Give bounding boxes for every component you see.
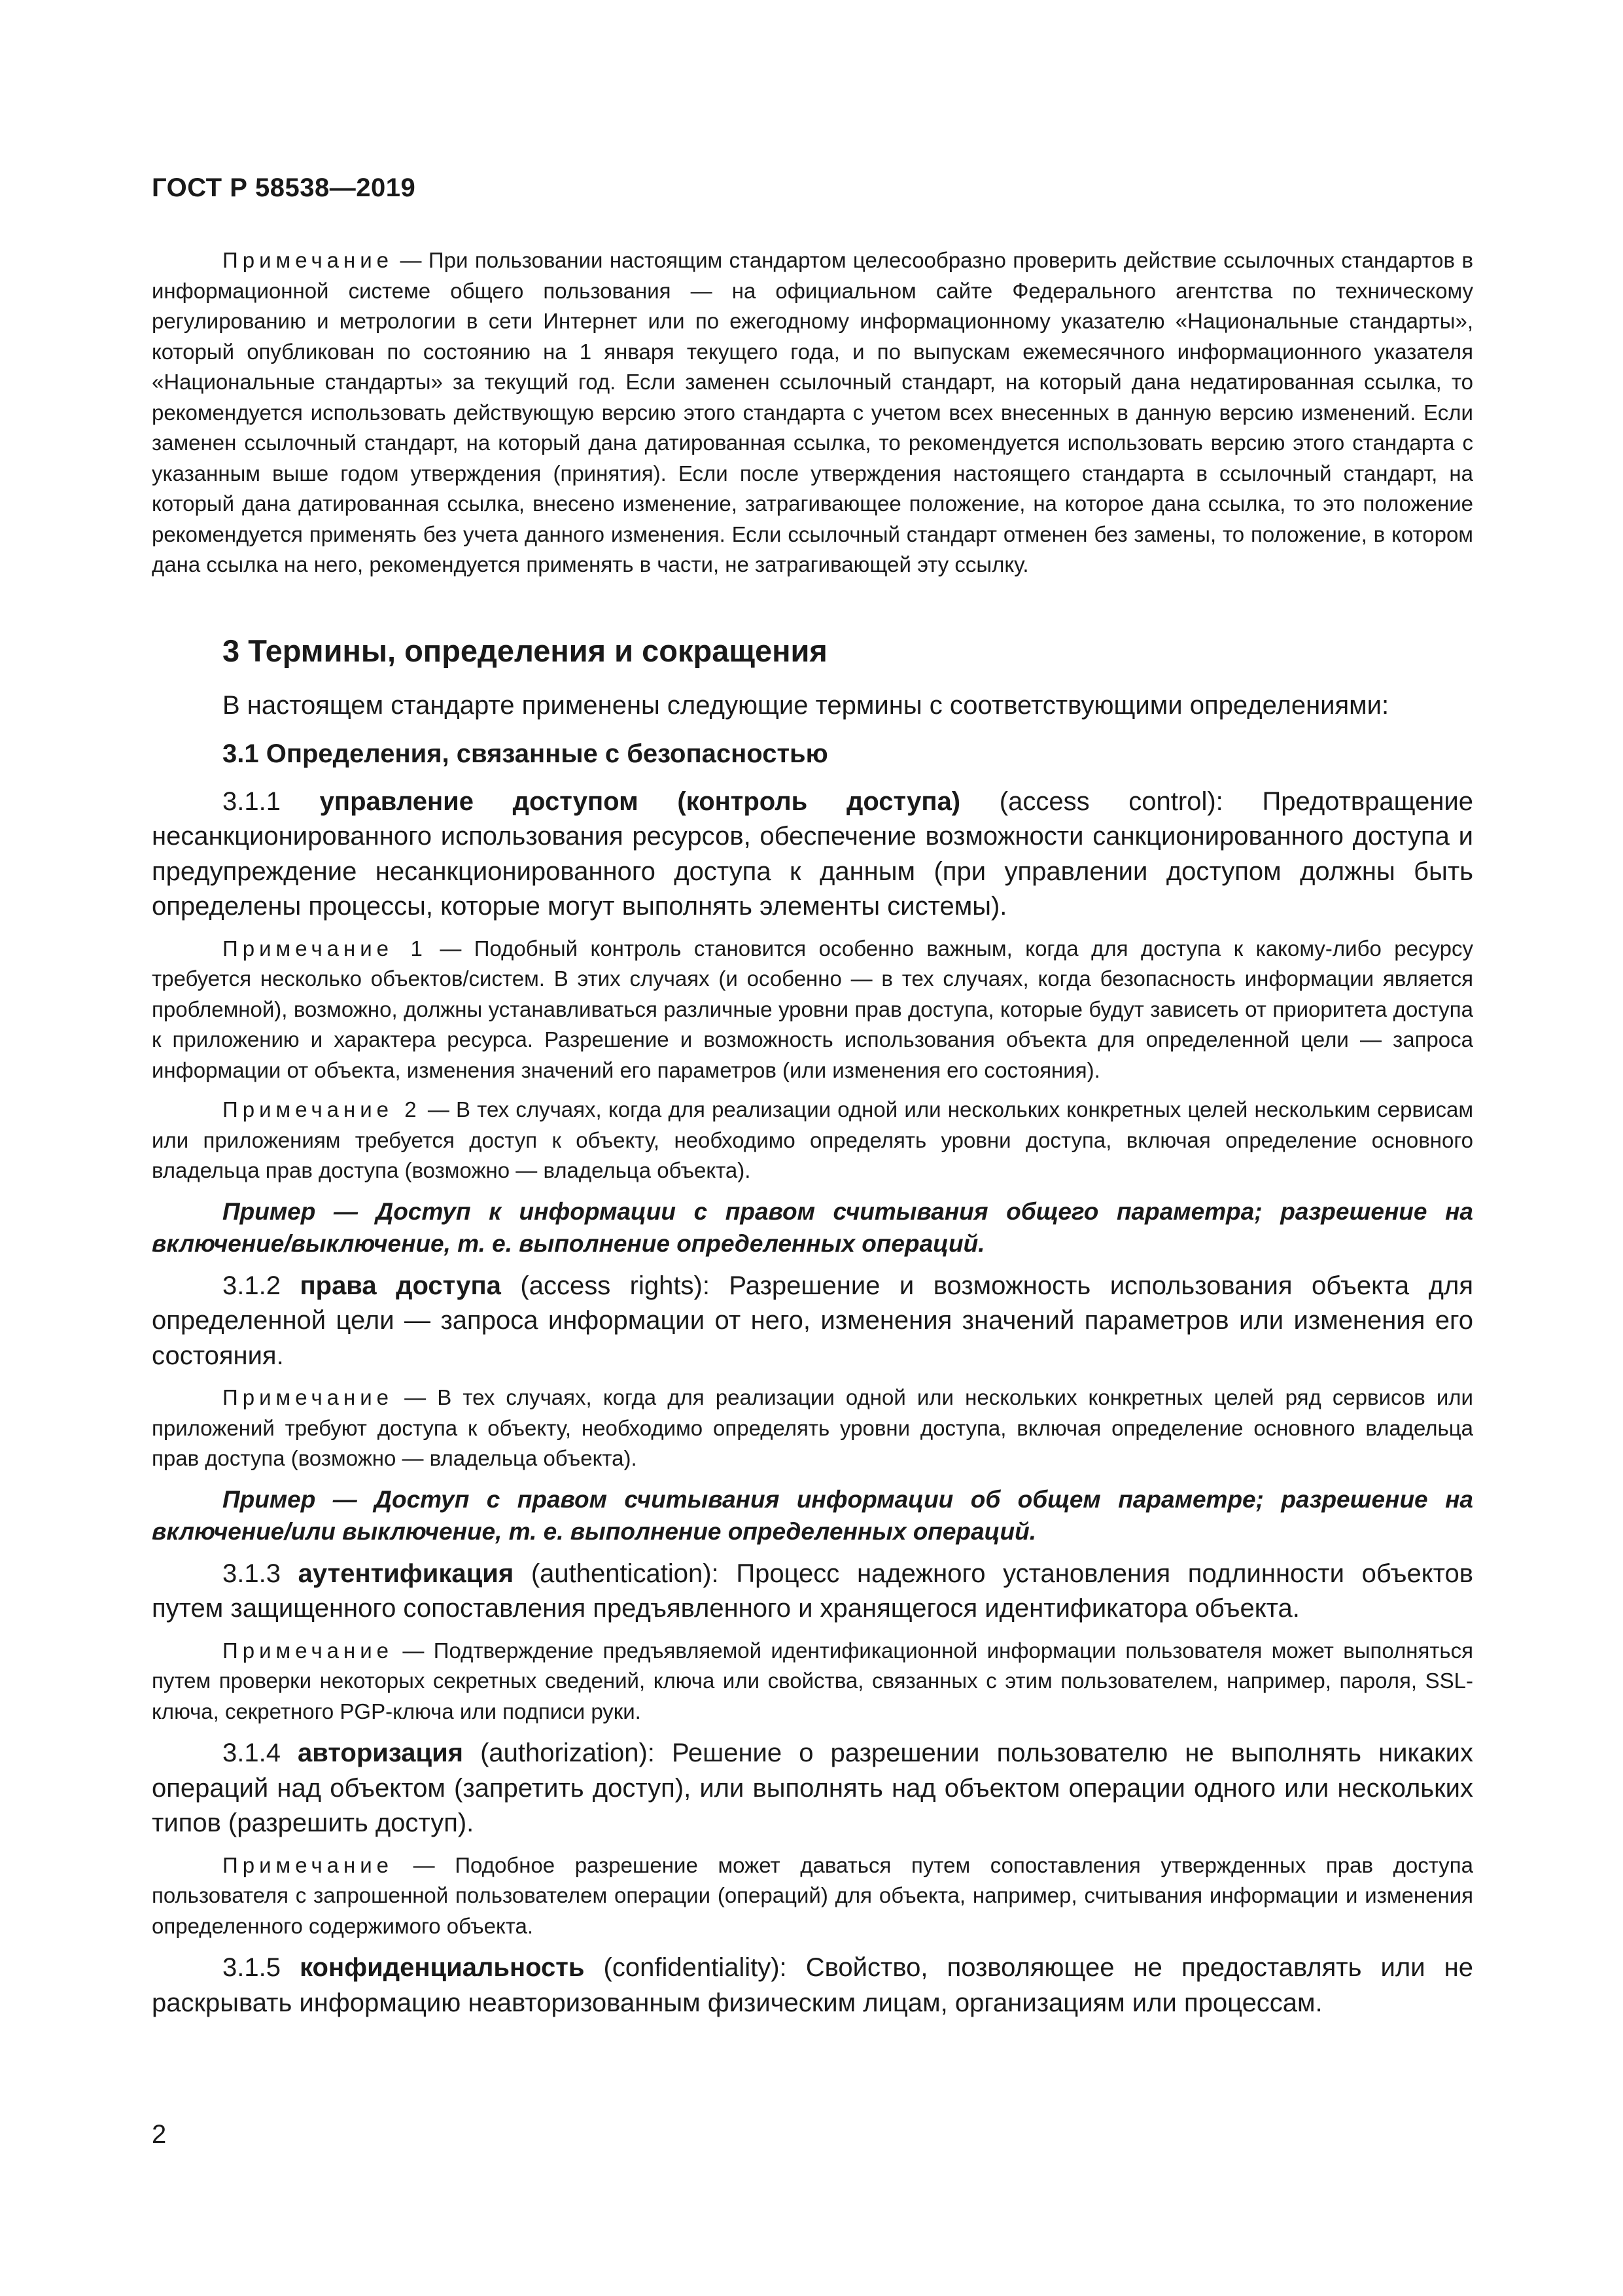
- term-definition: (authentication): Процесс надежного установления подлинности объектов путем защищенного сопоставления предъявленного и хранящегося идентификатора объекта.: [152, 1559, 1474, 1623]
- note-text: — При пользовании настоящим стандартом целесообразно проверить действие ссылочных стандартов в информационной системе общего пользования — на официальном сайте Федерального агентства по техническому регулированию и метрологии в сети Интернет или по ежегодному информационному указателю «Национальные стандарты», который опубликован по состоянию на 1 января текущего года, и по выпускам ежемесячного информационного указателя «Национальные стандарты» за текущий год. Если заменен ссылочный стандарт, на который дана недатированная ссылка, то рекомендуется использовать действующую версию этого стандарта с учетом всех внесенных в данную версию изменений. Если заменен ссылочный стандарт, на который дана датированная ссылка, то рекомендуется использовать версию этого стандарта с указанным выше годом утверждения (принятия). Если после утверждения настоящего стандарта в ссылочный стандарт, на который дана датированная ссылка, внесено изменение, затрагивающее положение, на которое дана ссылка, то это положение рекомендуется применять без учета данного изменения. Если ссылочный стандарт отменен без замены, то положение, в котором дана ссылка на него, рекомендуется применять в части, не затрагивающей эту ссылку.: [152, 248, 1473, 576]
- term-definition: (authorization): Решение о разрешении пользователю не выполнять никаких операций над объектом (запретить доступ), или выполнять над объектом операции одного или нескольких типов (разрешить доступ).: [152, 1739, 1473, 1837]
- note-lead: Примечание: [222, 248, 394, 272]
- term-name: управление доступом (контроль доступа): [319, 786, 961, 816]
- term-3-1-4: [152, 1736, 1473, 1841]
- term-3-1-3-note: [152, 1636, 1473, 1727]
- note-text: — Подобный контроль становится особенно важным, когда для доступа к какому-либо ресурсу требуется несколько объектов/систем. В этих случаях (и особенно — в тех случаях, когда безопасность информации является проблемной), возможно, должны устанавливаться различные уровни прав доступа, которые будут зависеть от приоритета доступа к приложению и характера ресурса. Разрешение и возможность использования объекта для определенной цели — запроса информации от объекта, изменения значений его параметров (или изменения его состояния).: [152, 936, 1473, 1082]
- note-lead: Примечание: [222, 1852, 394, 1877]
- term-number: 3.1.3: [222, 1559, 298, 1588]
- term-number: 3.1.2: [222, 1271, 300, 1300]
- note-lead: Примечание: [222, 1638, 394, 1663]
- note-lead: Примечание: [222, 1385, 394, 1409]
- document-header: ГОСТ Р 58538—2019: [152, 173, 416, 202]
- term-definition: (access control): Предотвращение несанкционированного использования ресурсов, обеспечение возможности санкционированного доступа и предупреждение несанкционированного доступа к данным (при управлении доступом должны быть определены процессы, которые могут выполнять элементы системы).: [152, 786, 1473, 921]
- term-3-1-2-note: [152, 1383, 1473, 1474]
- note-lead: Примечание 2: [222, 1097, 421, 1122]
- term-definition: (confidentiality): Свойство, позволяющее не предоставлять или не раскрывать информацию неавторизованным физическим лицам, организациям или процессам.: [152, 1953, 1474, 2017]
- term-3-1-4-note: [152, 1850, 1473, 1942]
- term-name: права доступа: [300, 1271, 501, 1300]
- term-number: 3.1.4: [222, 1739, 298, 1767]
- term-name: аутентификация: [298, 1559, 514, 1588]
- term-name: конфиденциальность: [300, 1953, 585, 1982]
- section-intro: В настоящем стандарте применены следующие термины с соответствующими определениями:: [222, 690, 1389, 720]
- term-3-1-1-example: Пример — Доступ к информации с правом считывания общего параметра; разрешение на включение/выключение, т. е. выполнение определенных операций.: [152, 1197, 1473, 1257]
- page-number: 2: [152, 2120, 167, 2149]
- document-content: [152, 245, 1473, 2021]
- term-3-1-2: [152, 1269, 1473, 1374]
- note-text: — В тех случаях, когда для реализации одной или нескольких конкретных целей ряд сервисов или приложений требуют доступа к объекту, необходимо определять уровни доступа, включая определение основного владельца прав доступа (возможно — владельца объекта).: [152, 1385, 1473, 1470]
- intro-note: [152, 245, 1473, 580]
- note-text: — В тех случаях, когда для реализации одной или нескольких конкретных целей нескольким сервисам или приложениям требуется доступ к объекту, необходимо определять уровни доступа, включая определение основного владельца прав доступа (возможно — владельца объекта).: [152, 1097, 1474, 1182]
- note-lead: Примечание 1: [222, 936, 427, 961]
- note-text: — Подтверждение предъявляемой идентификационной информации пользователя может выполняться путем проверки некоторых секретных сведений, ключа или свойства, связанных с этим пользователем, например, пароля, SSL-ключа, секретного PGP-ключа или подписи руки.: [152, 1638, 1473, 1723]
- subsection-title: 3.1 Определения, связанные с безопасностью: [222, 739, 828, 768]
- term-3-1-2-example: Пример — Доступ с правом считывания информации об общем параметре; разрешение на включение/или выключение, т. е. выполнение определенных операций.: [152, 1485, 1473, 1545]
- term-3-1-1: [152, 785, 1473, 925]
- term-3-1-5: [152, 1951, 1473, 2021]
- section-title: 3 Термины, определения и сокращения: [222, 633, 828, 668]
- term-3-1-1-note-1: [152, 934, 1473, 1086]
- term-name: авторизация: [298, 1739, 463, 1767]
- term-3-1-3: [152, 1557, 1473, 1627]
- term-definition: (access rights): Разрешение и возможность использования объекта для определенной цели — запроса информации от него, изменения значений параметров или изменения его состояния.: [152, 1271, 1474, 1370]
- note-text: — Подобное разрешение может даваться путем сопоставления утвержденных прав доступа пользователя с запрошенной пользователем операции (операций) для объекта, например, считывания информации и изменения определенного содержимого объекта.: [152, 1852, 1473, 1938]
- term-3-1-1-note-2: [152, 1095, 1473, 1186]
- term-number: 3.1.5: [222, 1953, 300, 1982]
- term-number: 3.1.1: [222, 786, 320, 816]
